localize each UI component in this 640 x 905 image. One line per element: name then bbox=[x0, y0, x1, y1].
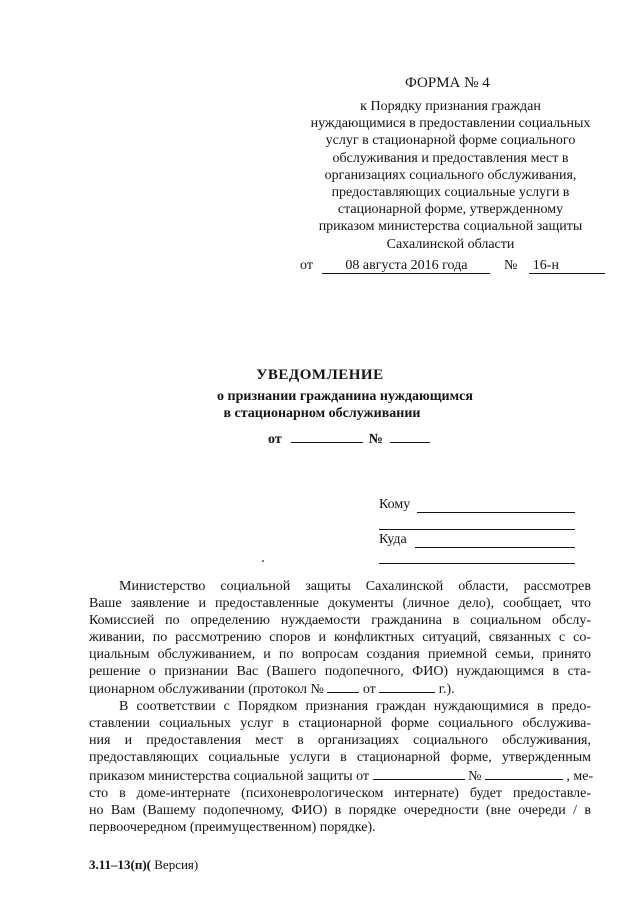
notice-subtitle bbox=[0, 388, 640, 422]
decree-number-label: № bbox=[503, 258, 518, 273]
to-field[interactable] bbox=[417, 497, 575, 513]
decree-date: 08 августа 2016 года bbox=[322, 258, 490, 274]
order-prefix: приказом министерства социальной защиты от bbox=[89, 768, 370, 784]
protocol-number-blank[interactable] bbox=[327, 680, 359, 693]
protocol-date-blank[interactable] bbox=[379, 680, 435, 693]
approval-line: нуждающимися в предоставлении социальных bbox=[310, 116, 591, 132]
body-line: ставлении социальных услуг в стационарной форме социального обслужива- bbox=[89, 716, 591, 732]
where-field[interactable] bbox=[415, 532, 575, 548]
form-number: ФОРМА № 4 bbox=[405, 75, 490, 91]
order-number-label: № bbox=[468, 768, 482, 784]
notice-number-blank[interactable] bbox=[390, 430, 430, 443]
order-date-blank[interactable] bbox=[373, 767, 465, 780]
form-code-version: Версия) bbox=[151, 857, 199, 872]
to-field-extra[interactable] bbox=[379, 517, 575, 530]
body-line: В соответствии с Порядком признания граждан нуждающимися в предо- bbox=[119, 699, 591, 715]
protocol-from-label: от bbox=[362, 682, 376, 698]
protocol-prefix: ционарном обслуживании (протокол № bbox=[89, 682, 324, 698]
decree-date-number bbox=[300, 257, 605, 274]
notice-subtitle-line: в стационарном обслуживании bbox=[223, 406, 421, 421]
body-line: циальным обслуживанием, и по вопросам создания приемной семьи, принято bbox=[89, 646, 591, 662]
body-line: ния и предоставления мест в организациях социального обслуживания, bbox=[89, 733, 591, 749]
notice-body bbox=[89, 579, 594, 837]
body-line: Комиссией по определению нуждаемости гражданина в социальном обслу- bbox=[89, 612, 591, 628]
where-label: Куда bbox=[379, 532, 407, 547]
notice-title: УВЕДОМЛЕНИЕ bbox=[256, 367, 384, 383]
notice-subtitle-line: о признании гражданина нуждающимся bbox=[217, 389, 473, 404]
to-label: Кому bbox=[379, 497, 411, 512]
decree-number: 16-н bbox=[529, 258, 605, 274]
notice-number-label: № bbox=[368, 432, 383, 447]
notice-date-label: от bbox=[268, 432, 282, 447]
approval-line: стационарной форме, утвержденному bbox=[337, 202, 564, 218]
body-line: но Вам (Вашему подопечному, ФИО) в порядке очередности (вне очереди / в bbox=[89, 802, 591, 818]
body-line-protocol bbox=[89, 680, 591, 699]
approval-line: предоставляющих социальные услуги в bbox=[331, 185, 570, 201]
paragraph-place bbox=[89, 699, 594, 836]
form-code-number: 3.11–13(п)( bbox=[89, 857, 152, 872]
body-line: решение о признании Вас (Вашего подопечного, ФИО) нуждающимся в ста- bbox=[89, 663, 591, 679]
approval-line: к Порядку признания граждан bbox=[360, 99, 541, 114]
form-code bbox=[89, 857, 198, 873]
approval-line: приказом министерства социальной защиты bbox=[318, 219, 583, 235]
paragraph-decision bbox=[89, 579, 591, 699]
body-line: сто в доме-интернате (психоневрологическом интернате) будет предоставле- bbox=[89, 785, 591, 801]
approval-line: Сахалинской области bbox=[386, 236, 515, 252]
body-line: первоочередном (преимущественном) порядке). bbox=[89, 819, 376, 835]
body-line: живании, по рассмотрению споров и конфликтных ситуаций, связанных с со- bbox=[89, 629, 591, 645]
notice-date-number bbox=[268, 430, 430, 448]
approval-reference bbox=[298, 98, 603, 253]
protocol-suffix: г.). bbox=[438, 682, 455, 698]
where-field-extra[interactable] bbox=[379, 552, 575, 564]
approval-line: обслуживания и предоставления мест в bbox=[332, 150, 569, 166]
body-line-order bbox=[89, 767, 594, 786]
notice-date-blank[interactable] bbox=[291, 430, 363, 443]
order-suffix: , ме- bbox=[566, 768, 594, 784]
decree-from-label: от bbox=[300, 258, 313, 273]
body-line: предоставляющих социальные услуги в стационарной форме, утвержденным bbox=[89, 750, 591, 766]
approval-line: организациях социального обслуживания, bbox=[324, 167, 577, 183]
addressee-block bbox=[379, 497, 579, 567]
order-number-blank[interactable] bbox=[485, 767, 563, 780]
body-line: Министерство социальной защиты Сахалинской области, рассмотрев bbox=[119, 579, 591, 594]
body-line: Ваше заявление и предоставленные документы (личное дело), сообщает, что bbox=[89, 595, 591, 611]
scan-dot bbox=[262, 560, 264, 562]
approval-line: услуг в стационарной форме социального bbox=[325, 133, 576, 149]
